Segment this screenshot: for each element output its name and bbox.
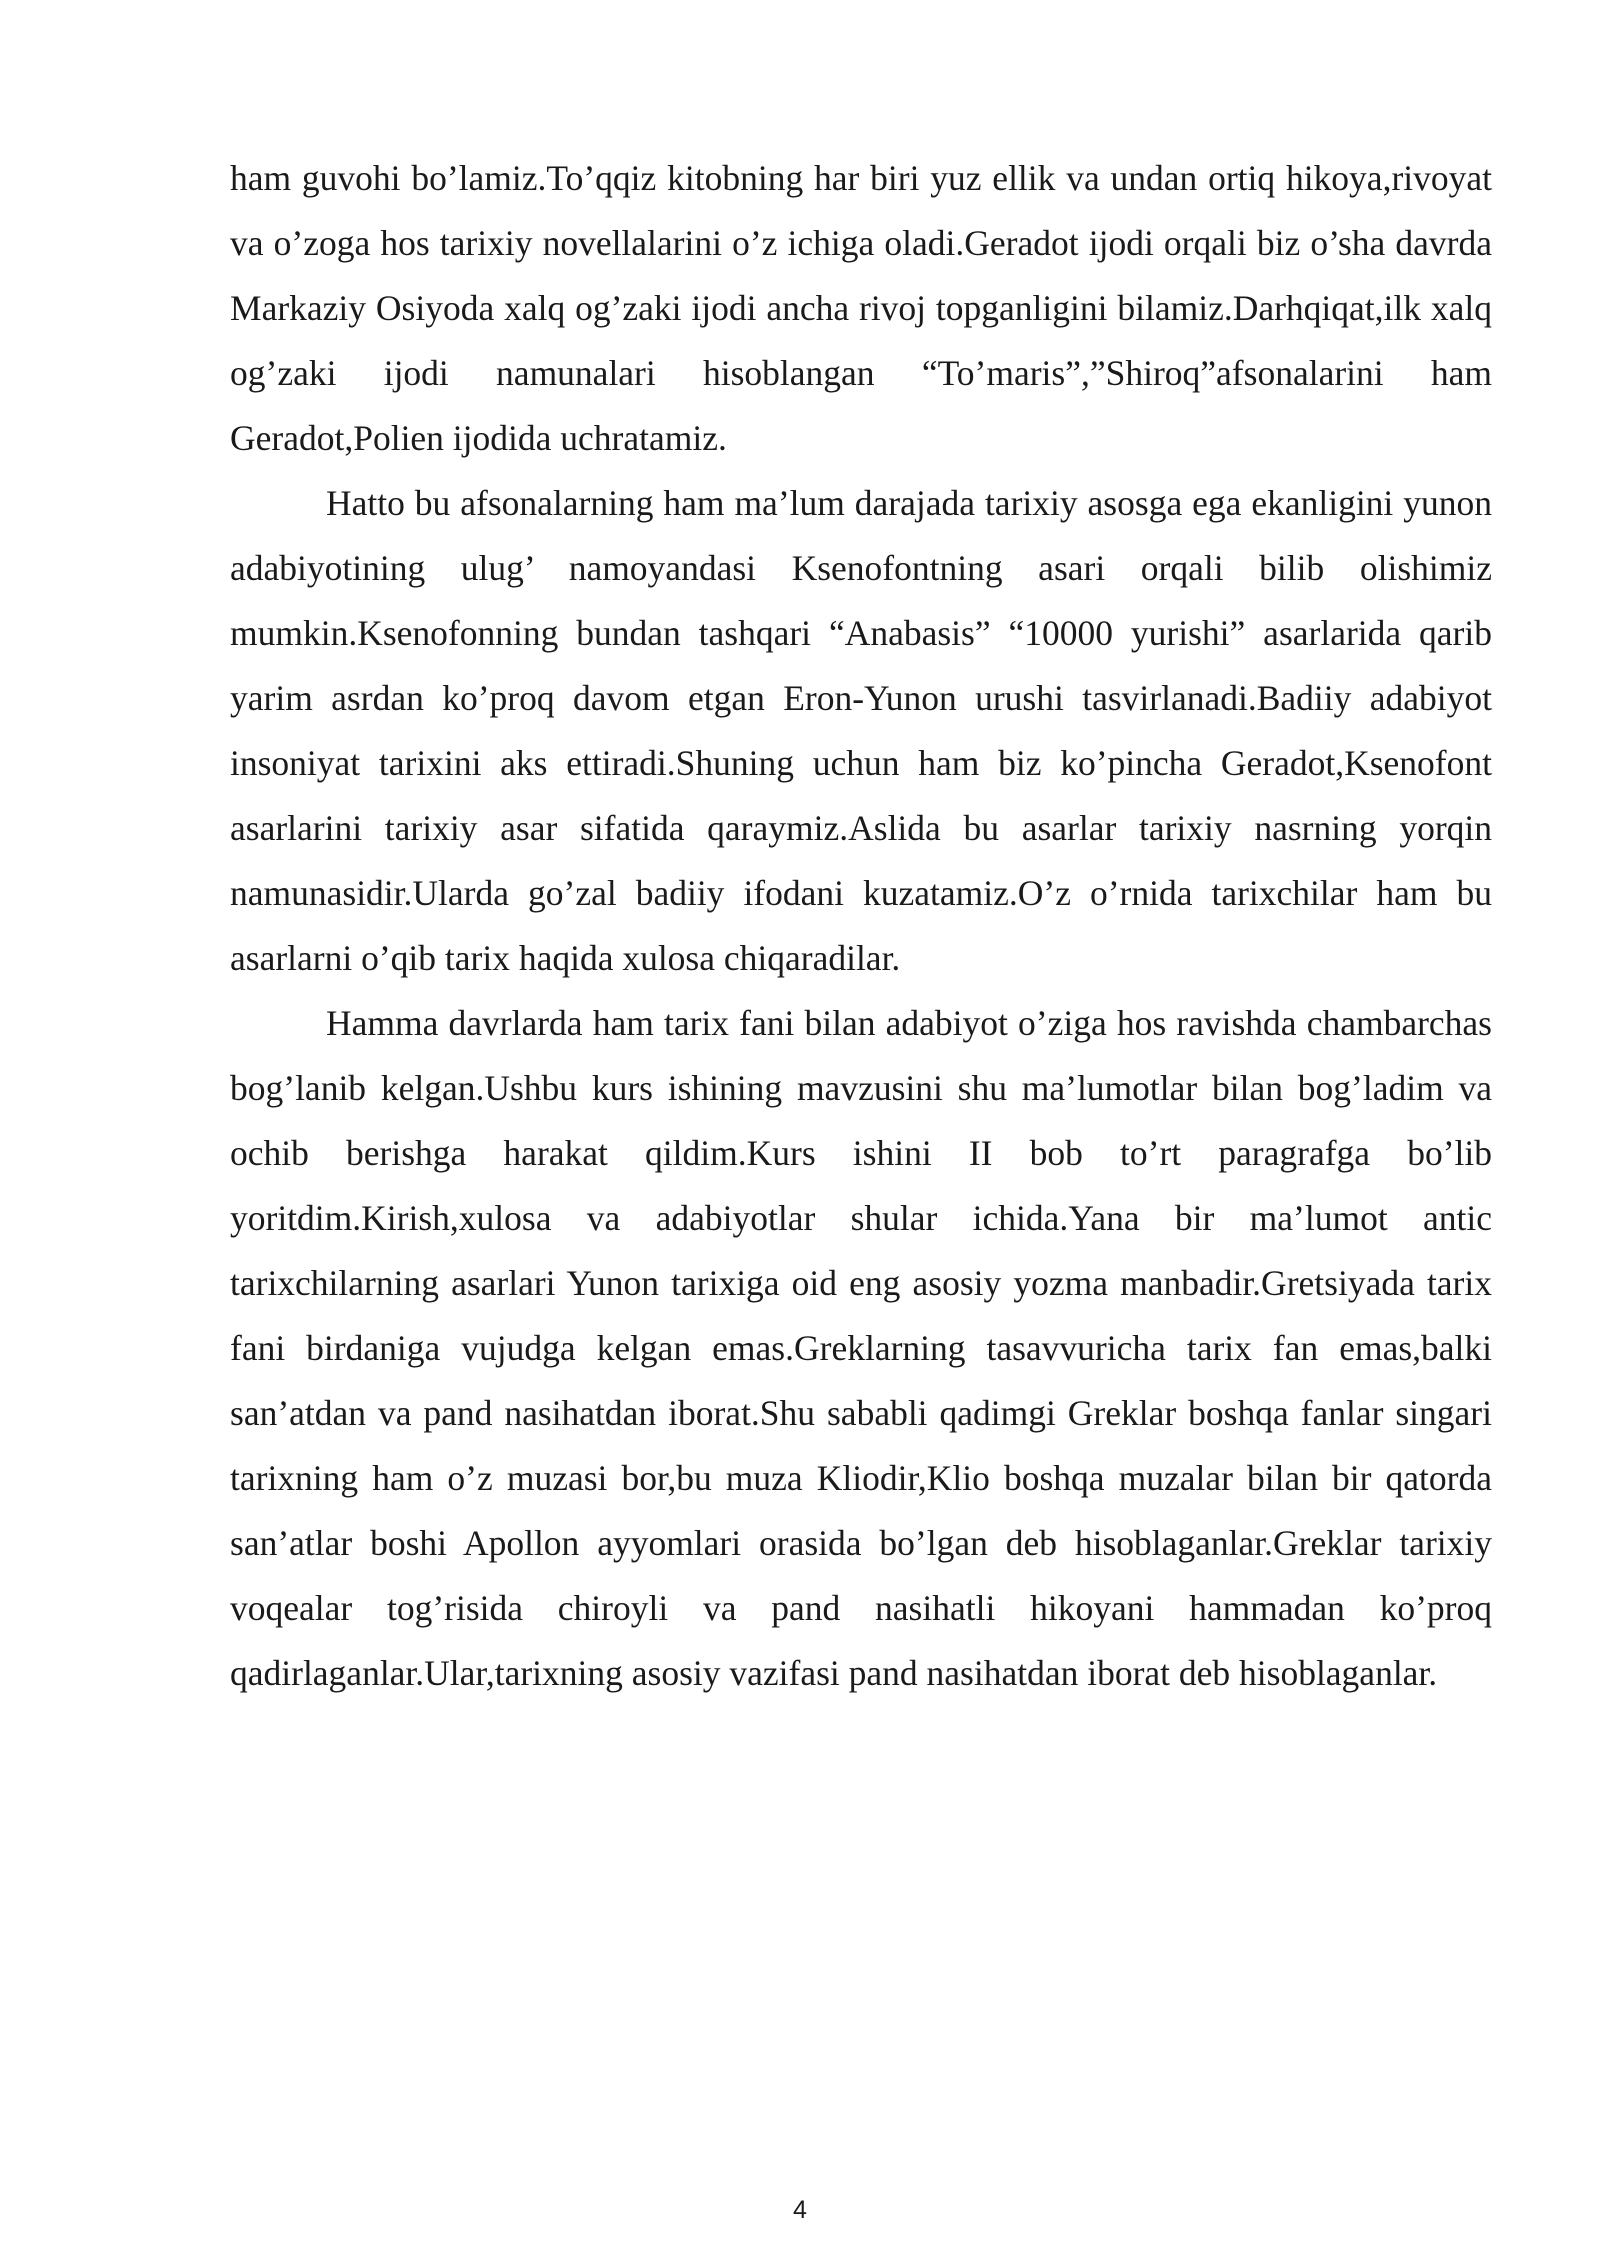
paragraph-1: ham guvohi bo’lamiz.To’qqiz kitobning har biri yuz ellik va undan ortiq hikoya,rivoyat va o’zoga hos tarixiy novellalarini o’z ichiga oladi.Geradot ijodi orqali biz o’sha davrda Markaziy Osiyoda xalq og’zaki ijodi ancha rivoj topganligini bilamiz.Darhqiqat,ilk xalq og’zaki ijodi namunalari hisoblangan “To’maris”,”Shiroq”afsonalarini ham Geradot,Polien ijodida uchratamiz. bbox=[230, 158, 1492, 458]
paragraph-2: Hatto bu afsonalarning ham ma’lum darajada tarixiy asosga ega ekanligini yunon adabiyotining ulug’ namoyandasi Ksenofontning asari orqali bilib olishimiz mumkin.Ksenofonning bundan tashqari “Anabasis” “10000 yurishi” asarlarida qarib yarim asrdan ko’proq davom etgan Eron-Yunon urushi tasvirlanadi.Badiiy adabiyot insoniyat tarixini aks ettiradi.Shuning uchun ham biz ko’pincha Geradot,Ksenofont asarlarini tarixiy asar sifatida qaraymiz.Aslida bu asarlar tarixiy nasrning yorqin namunasidir.Ularda go’zal badiiy ifodani kuzatamiz.O’z o’rnida tarixchilar ham bu asarlarni o’qib tarix haqida xulosa chiqaradilar. bbox=[230, 483, 1492, 978]
paragraph-3: Hamma davrlarda ham tarix fani bilan adabiyot o’ziga hos ravishda chambarchas bog’lanib kelgan.Ushbu kurs ishining mavzusini shu ma’lumotlar bilan bog’ladim va ochib berishga harakat qildim.Kurs ishini II bob to’rt paragrafga bo’lib yoritdim.Kirish,xulosa va adabiyotlar shular ichida.Yana bir ma’lumot antic tarixchilarning asarlari Yunon tarixiga oid eng asosiy yozma manbadir.Gretsiyada tarix fani birdaniga vujudga kelgan emas.Greklarning tasavvuricha tarix fan emas,balki san’atdan va pand nasihatdan iborat.Shu sababli qadimgi Greklar boshqa fanlar singari tarixning ham o’z muzasi bor,bu muza Kliodir,Klio boshqa muzalar bilan bir qatorda san’atlar boshi Apollon ayyomlari orasida bo’lgan deb hisoblaganlar.Greklar tarixiy voqealar tog’risida chiroyli va pand nasihatli hikoyani hammadan ko’proq qadirlaganlar.Ular,tarixning asosiy vazifasi pand nasihatdan iborat deb hisoblaganlar. bbox=[230, 1003, 1492, 1693]
body-text bbox=[230, 146, 1492, 1706]
page-number: 4 bbox=[793, 2196, 807, 2224]
